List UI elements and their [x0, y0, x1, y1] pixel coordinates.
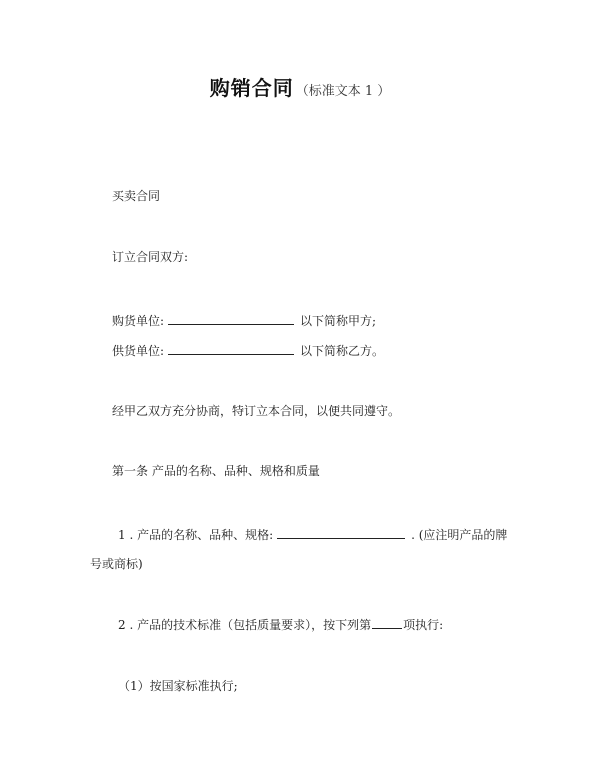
item-2-blank — [372, 615, 402, 629]
item-1-suffix: . (应注明产品的牌 — [411, 528, 508, 542]
article-1-heading: 第一条 产品的名称、品种、规格和质量 — [112, 464, 320, 478]
buyer-line — [112, 311, 376, 329]
seller-suffix: 以下简称乙方。 — [300, 344, 385, 358]
document-title — [0, 72, 600, 101]
seller-line — [112, 341, 384, 359]
item-2-line — [118, 615, 443, 633]
title-main: 购销合同 — [209, 76, 294, 100]
item-1-blank — [277, 525, 405, 539]
seller-blank — [168, 341, 294, 355]
buyer-blank — [168, 311, 294, 325]
buyer-suffix: 以下简称甲方; — [300, 314, 377, 328]
paragraph-parties: 订立合同双方: — [112, 250, 189, 264]
item-1-prefix: 1 . 产品的名称、品种、规格: — [118, 528, 274, 542]
buyer-label: 购货单位: — [112, 314, 165, 328]
title-subtitle: （标准文本 1 ） — [295, 84, 391, 99]
item-2-subitem-1: （1）按国家标准执行; — [118, 679, 238, 693]
seller-label: 供货单位: — [112, 344, 165, 358]
paragraph-agreement: 经甲乙双方充分协商，特订立本合同，以便共同遵守。 — [112, 404, 401, 418]
item-2-prefix: 2 . 产品的技术标准（包括质量要求），按下列第 — [118, 618, 372, 632]
item-1-line — [118, 525, 507, 543]
item-1-continuation: 号或商标) — [90, 557, 143, 571]
paragraph-sales-contract: 买卖合同 — [112, 189, 161, 203]
item-2-suffix: 项执行: — [403, 618, 444, 632]
